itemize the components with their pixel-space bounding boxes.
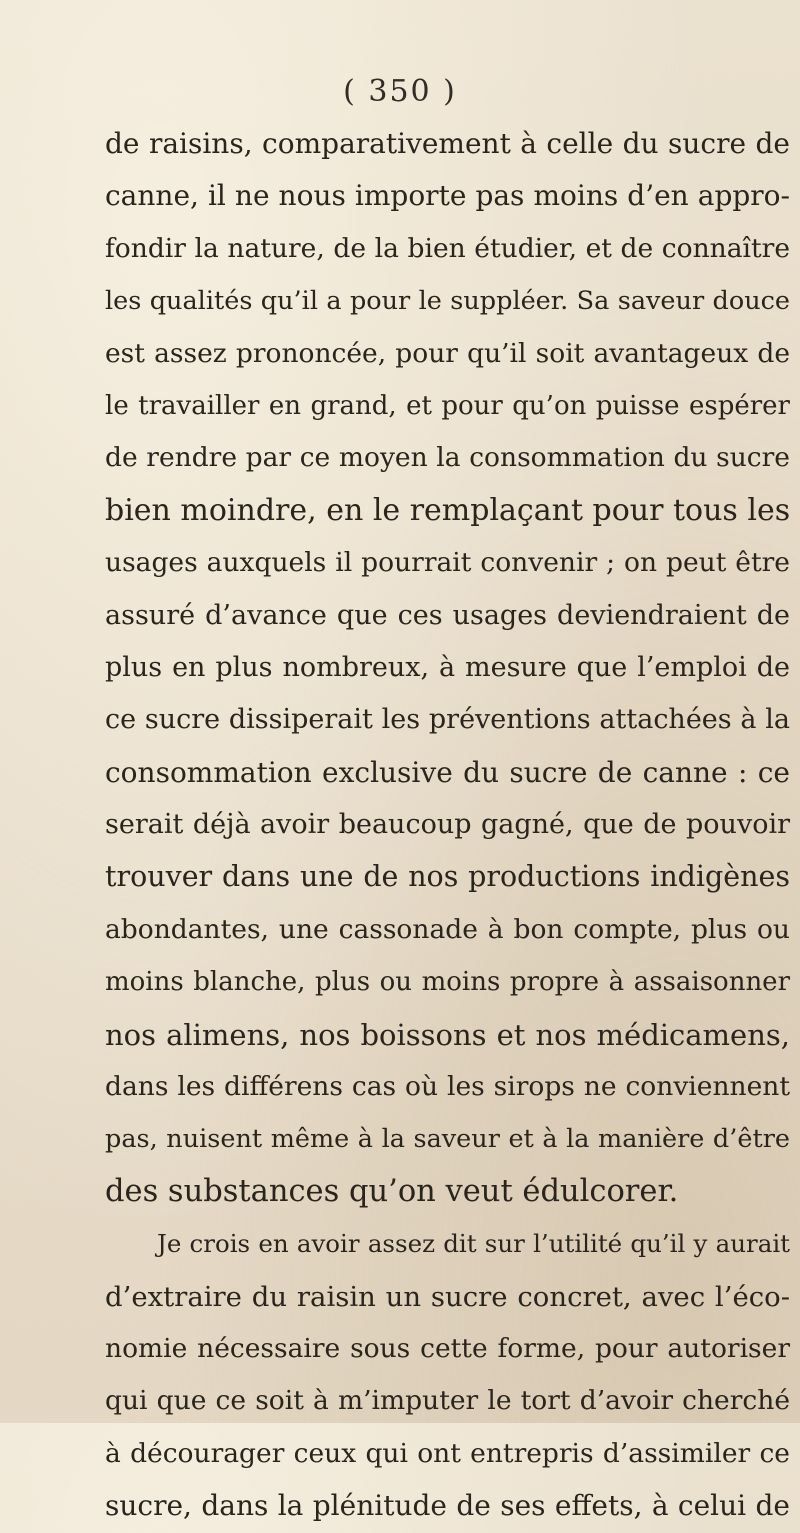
text-line: nomie nécessaire sous cette forme, pour autoriser [105,1332,790,1364]
text-line: plus en plus nombreux, à mesure que l’emploi de [105,651,790,683]
text-line: d’extraire du raisin un sucre concret, avec l’éco- [105,1280,790,1313]
page-number: ( 350 ) [343,74,457,109]
text-line: de rendre par ce moyen la consommation du sucre [105,442,790,474]
text-line: pas, nuisent même à la saveur et à la manière d’être [105,1124,790,1155]
text-line: canne, il ne nous importe pas moins d’en appro- [105,179,790,213]
text-line: fondir la nature, de la bien étudier, et de connaître [105,232,790,264]
text-line: moins blanche, plus ou moins propre à assaisonner [105,967,790,998]
text-line: abondantes, une cassonade à bon compte, plus ou [105,913,790,945]
text-line: nos alimens, nos boissons et nos médicamens, [105,1017,790,1052]
text-line: trouver dans une de nos productions indigènes [105,860,790,894]
body-text [105,118,790,1533]
text-line: dans les différens cas où les sirops ne conviennent [105,1071,790,1103]
text-line: qui que ce soit à m’imputer le tort d’avoir cherché [105,1385,790,1417]
paragraph-end-line: des substances qu’on veut édulcorer. [105,1173,679,1209]
text-line: ce sucre dissiperait les préventions attachées à la [105,704,790,736]
text-line: à décourager ceux qui ont entrepris d’assimiler ce [105,1437,790,1469]
text-line: est assez prononcée, pour qu’il soit avantageux de [105,337,790,369]
text-line: le travailler en grand, et pour qu’on puisse espérer [105,390,790,421]
text-line: serait déjà avoir beaucoup gagné, que de pouvoir [105,809,790,841]
text-line: usages auxquels il pourrait convenir ; on peut être [105,547,790,579]
text-line: les qualités qu’il a pour le suppléer. Sa saveur douce [105,286,790,317]
text-line: de raisins, comparativement à celle du sucre de [105,127,790,160]
text-line: sucre, dans la plénitude de ses effets, à celui de [105,1489,790,1523]
paragraph-start-line: Je crois en avoir assez dit sur l’utilité qu’il y aurait [157,1229,790,1259]
text-line: consommation exclusive du sucre de canne : ce [105,755,790,789]
text-line: assuré d’avance que ces usages deviendraient de [105,599,790,631]
text-line: bien moindre, en le remplaçant pour tous les [105,492,791,528]
